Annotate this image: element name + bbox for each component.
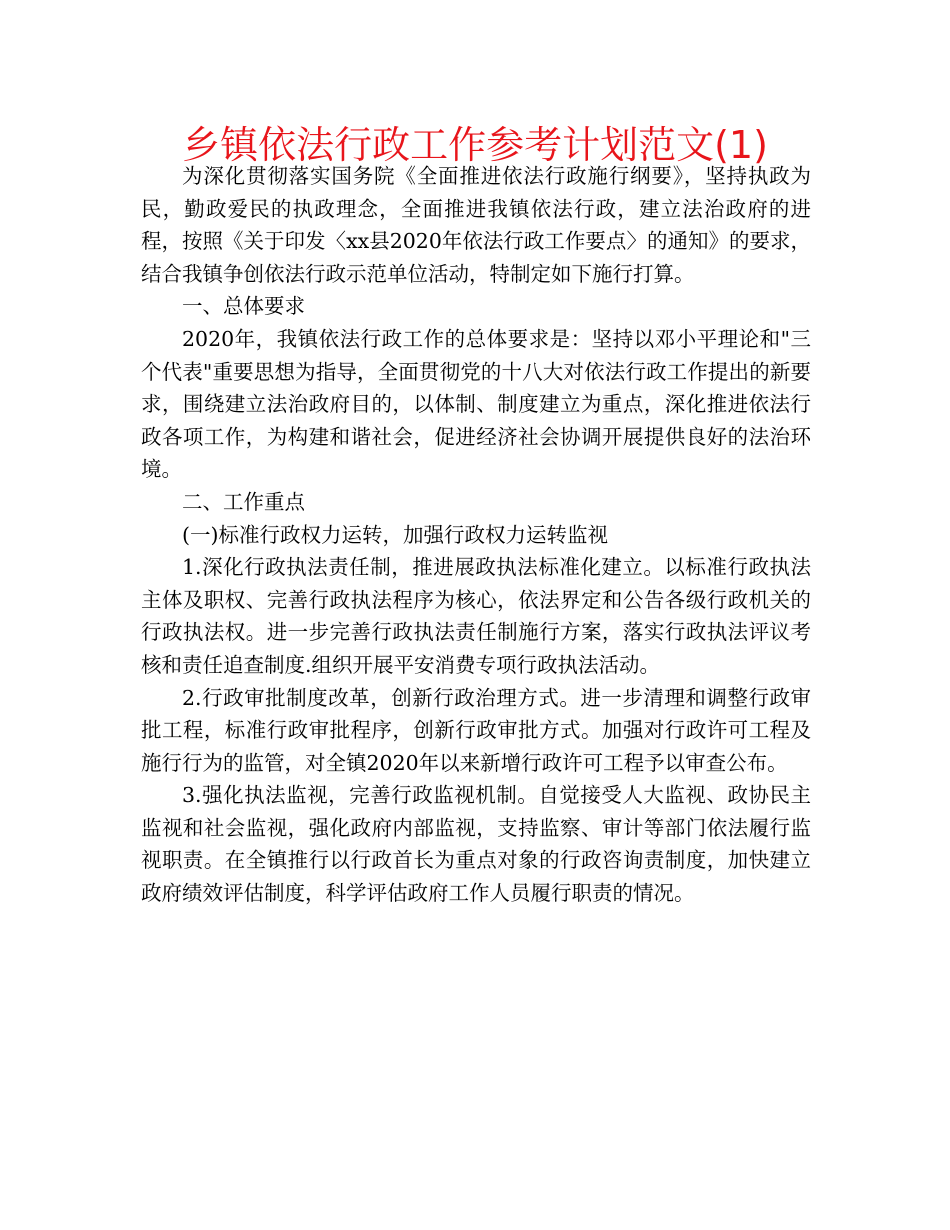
paragraph-item-2: 2.行政审批制度改革，创新行政治理方式。进一步清理和调整行政审批工程，标准行政审批程序，创新行政审批方式。加强对行政许可工程及施行行为的监管，对全镇2020年以来新增行政许可工程予以审查公布。 — [141, 685, 811, 775]
paragraph-item-1: 1.深化行政执法责任制，推进展政执法标准化建立。以标准行政执法主体及职权、完善行政执法程序为核心，依法界定和公告各级行政机关的行政执法权。进一步完善行政执法责任制施行方案，落实行政执法评议考核和责任追查制度.组织开展平安消费专项行政执法活动。 — [141, 555, 811, 677]
subheading-power-operation: (一)标准行政权力运转，加强行政权力运转监视 — [182, 522, 608, 547]
paragraph-item-3: 3.强化执法监视，完善行政监视机制。自觉接受人大监视、政协民主监视和社会监视，强化政府内部监视，支持监察、审计等部门依法履行监视职责。在全镇推行以行政首长为重点对象的行政咨询责制度，加快建立政府绩效评估制度，科学评估政府工作人员履行职责的情况。 — [141, 783, 811, 906]
heading-overall-requirements: 一、总体要求 — [182, 294, 305, 319]
document-body — [141, 160, 811, 910]
document-title: 乡镇依法行政工作参考计划范文(1) — [182, 123, 768, 167]
paragraph-overall-requirements: 2020年，我镇依法行政工作的总体要求是：坚持以邓小平理论和"三个代表"重要思想为指导，全面贯彻党的十八大对依法行政工作提出的新要求，围绕建立法治政府目的，以体制、制度建立为重点，深化推进依法行政各项工作，为构建和谐社会，促进经济社会协调开展提供良好的法治环境。 — [141, 326, 811, 482]
paragraph-intro: 为深化贯彻落实国务院《全面推进依法行政施行纲要》，坚持执政为民，勤政爱民的执政理念，全面推进我镇依法行政，建立法治政府的进程，按照《关于印发〈xx县2020年依法行政工作要点〉的通知》的要求，结合我镇争创依法行政示范单位活动，特制定如下施行打算。 — [141, 164, 811, 286]
heading-work-focus: 二、工作重点 — [182, 489, 305, 514]
